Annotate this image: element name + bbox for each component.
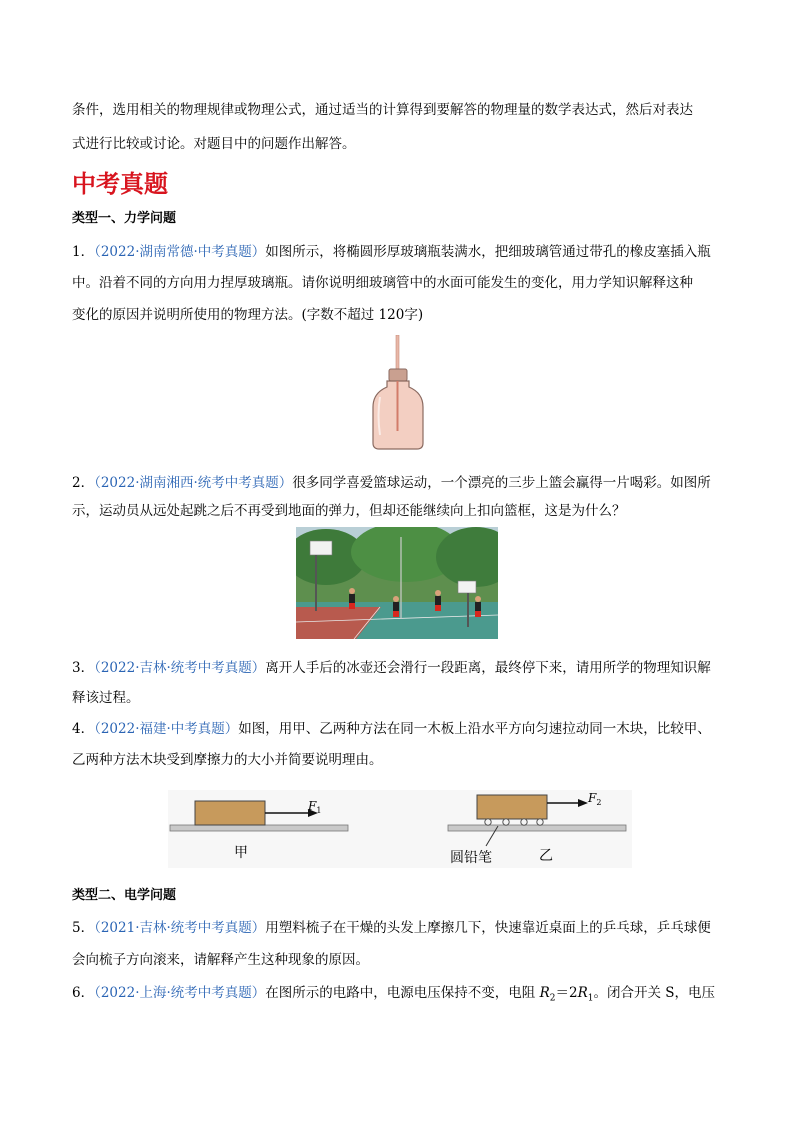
question-text: 很多同学喜爱篮球运动，一个漂亮的三步上篮会赢得一片喝彩。如图所 — [292, 475, 711, 491]
question-number: 4． — [72, 721, 95, 737]
force-label-f2: $F_2$ — [588, 791, 602, 807]
basketball-photo — [296, 527, 498, 639]
question-number: 3． — [72, 660, 95, 676]
question-1-line-2: 中。沿着不同的方向用力捏厚玻璃瓶。请你说明细玻璃管中的水面可能发生的变化，用力学知识解释这种 — [72, 275, 693, 291]
question-1-line-3: 变化的原因并说明所使用的物理方法。(字数不超过 120字) — [72, 307, 424, 323]
question-number: 6． — [72, 985, 95, 1001]
figure-label-pencil: 圆铅笔 — [450, 850, 492, 866]
section-title: 中考真题 — [72, 170, 168, 198]
question-text: 在图所示的电路中，电源电压保持不变，电阻 — [265, 985, 540, 1001]
question-text: 如图，用甲、乙两种方法在同一木板上沿水平方向匀速拉动同一木块，比较甲、 — [238, 721, 711, 737]
symbol-r2: R — [539, 985, 550, 1001]
question-source: （2021·吉林·统考中考真题） — [94, 920, 266, 936]
question-text: 离开人手后的冰壶还会滑行一段距离，最终停下来，请用所学的物理知识解 — [265, 660, 711, 676]
bottle-figure — [368, 335, 428, 453]
question-source: （2022·湖南湘西·统考中考真题） — [94, 475, 293, 491]
question-text-end: 。闭合开关 S，电压 — [593, 985, 716, 1001]
question-2-line-2: 示，运动员从远处起跳之后不再受到地面的弹力，但却还能继续向上扣向篮框，这是为什么？ — [72, 503, 626, 519]
type-heading-mechanics: 类型一、力学问题 — [72, 211, 177, 226]
question-source: （2022·湖南常德·中考真题） — [94, 244, 266, 260]
intro-line-2: 式进行比较或讨论。对题目中的问题作出解答。 — [72, 136, 356, 152]
symbol-r1: R — [577, 985, 588, 1001]
question-5-line-1 — [72, 910, 722, 946]
symbol-r2-sub: 2 — [549, 993, 556, 1004]
symbol-r1-sub: 1 — [587, 993, 594, 1004]
question-number: 1． — [72, 244, 95, 260]
figure-label-yi: 乙 — [539, 848, 553, 864]
type-heading-electricity: 类型二、电学问题 — [72, 888, 177, 903]
question-number: 5． — [72, 920, 95, 936]
question-text: 如图所示，将椭圆形厚玻璃瓶装满水，把细玻璃管通过带孔的橡皮塞插入瓶 — [265, 244, 711, 260]
question-6-line-1 — [72, 975, 722, 1017]
equation-sign: ＝2 — [555, 985, 578, 1001]
question-text: 用塑料梳子在干燥的头发上摩擦几下，快速靠近桌面上的乒乓球，乒乓球便 — [265, 920, 711, 936]
question-source: （2022·上海·统考中考真题） — [94, 985, 266, 1001]
force-label-f1: $F_1$ — [308, 799, 322, 815]
question-5-line-2: 会向梳子方向滚来，请解释产生这种现象的原因。 — [72, 952, 369, 968]
figure-label-jia: 甲 — [234, 845, 248, 861]
question-4-line-2: 乙两种方法木块受到摩擦力的大小并简要说明理由。 — [72, 752, 383, 768]
question-source: （2022·吉林·统考中考真题） — [94, 660, 266, 676]
intro-line-1: 条件，选用相关的物理规律或物理公式，通过适当的计算得到要解答的物理量的数学表达式，然后对表达 — [72, 102, 693, 118]
question-source: （2022·福建·中考真题） — [94, 721, 239, 737]
friction-figure — [168, 790, 632, 868]
question-3-line-2: 释该过程。 — [72, 690, 140, 706]
question-number: 2． — [72, 475, 95, 491]
